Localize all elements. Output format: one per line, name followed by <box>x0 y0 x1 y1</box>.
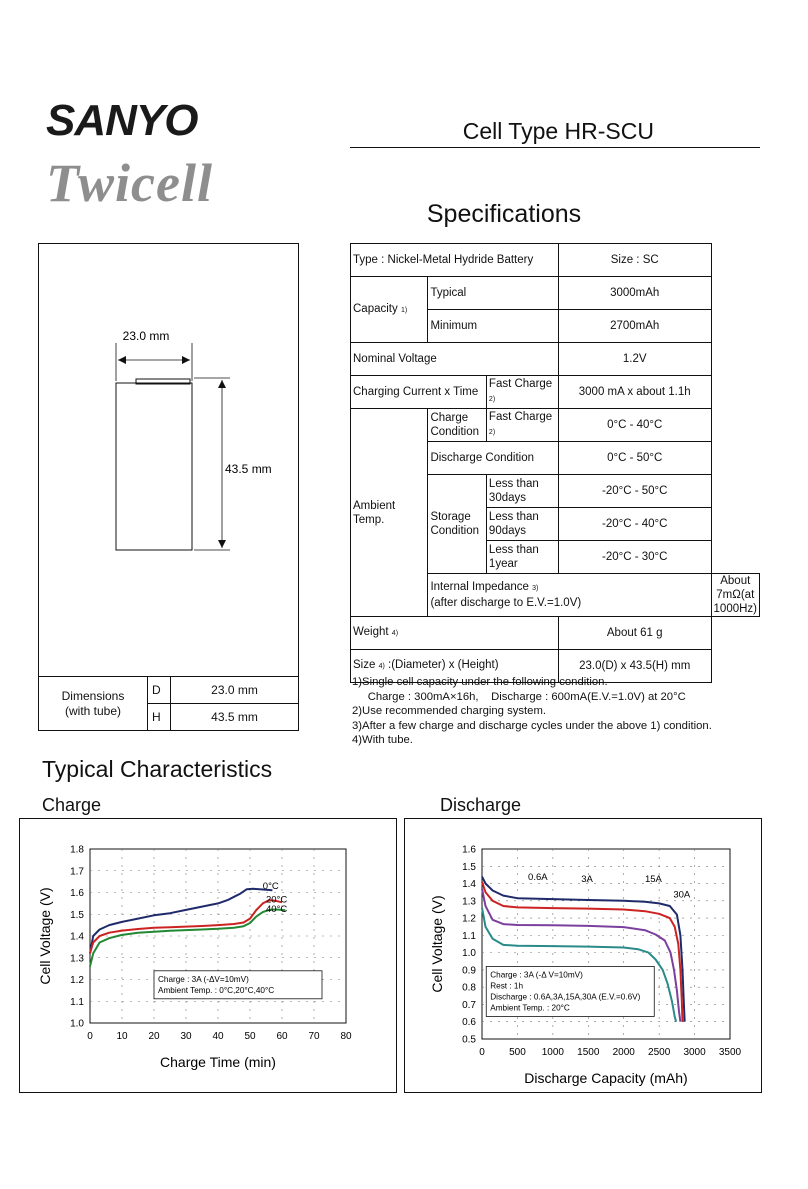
dimensions-row-d <box>39 677 299 704</box>
dimension-key: H <box>148 704 171 731</box>
footnote-marker: 1) <box>400 306 408 314</box>
y-tick-label: 1.4 <box>70 931 84 943</box>
legend-text: Ambient Temp. : 20°C <box>490 1003 570 1013</box>
footnote-line: 2)Use recommended charging system. <box>352 705 547 717</box>
spec-less-30days: Less than 30days <box>486 475 558 508</box>
y-tick-label: 1.3 <box>70 953 84 965</box>
y-tick-label: 1.8 <box>70 844 84 856</box>
x-tick-label: 1500 <box>577 1047 600 1058</box>
spec-charging-current-value: 3000 mA x about 1.1h <box>558 376 711 409</box>
spec-capacity: Capacity 1) <box>351 277 428 343</box>
y-tick-label: 1.1 <box>70 996 84 1008</box>
footnote-line: 4)With tube. <box>352 734 413 746</box>
y-tick-label: 1.5 <box>462 861 476 873</box>
spec-minimum-value: 2700mAh <box>558 310 711 343</box>
x-tick-label: 500 <box>509 1047 526 1058</box>
x-tick-label: 10 <box>116 1031 128 1042</box>
spec-less-90days: Less than 90days <box>486 508 558 541</box>
y-axis-label: Cell Voltage (V) <box>37 887 53 985</box>
dimension-key: D <box>148 677 171 704</box>
y-tick-label: 1.0 <box>462 948 476 960</box>
y-tick-label: 1.0 <box>70 1018 84 1030</box>
width-arrow-left <box>118 356 126 364</box>
legend-text: Charge : 3A (-Δ V=10mV) <box>490 970 583 980</box>
spec-type: Type : Nickel-Metal Hydride Battery <box>351 244 559 277</box>
spec-discharge-condition: Discharge Condition <box>428 442 558 475</box>
spec-storage-condition: Storage Condition <box>428 475 486 574</box>
spec-charge-condition: Charge Condition <box>428 409 486 442</box>
width-label: 23.0 mm <box>122 329 170 343</box>
charge-chart <box>19 818 397 1093</box>
spec-typical: Typical <box>428 277 558 310</box>
spec-less-90days-value: -20°C - 40°C <box>558 508 711 541</box>
width-arrow-right <box>182 356 190 364</box>
footnote-marker: 4) <box>391 630 399 637</box>
x-axis-label: Discharge Capacity (mAh) <box>524 1070 688 1086</box>
y-tick-label: 1.7 <box>70 866 84 878</box>
dimension-value: 43.5 mm <box>171 704 299 731</box>
x-tick-label: 70 <box>308 1031 320 1042</box>
spec-size-label: Size 4) :(Diameter) x (Height) <box>351 650 559 683</box>
dimensions-table <box>38 676 299 731</box>
spec-less-1year: Less than 1year <box>486 541 558 574</box>
x-tick-label: 20 <box>148 1031 160 1042</box>
discharge-section-title: Discharge <box>440 795 522 815</box>
y-tick-label: 0.5 <box>462 1034 476 1046</box>
dimensions-label: Dimensions (with tube) <box>39 677 148 731</box>
spec-charge-condition-value: 0°C - 40°C <box>558 409 711 442</box>
y-tick-label: 1.5 <box>70 909 84 921</box>
legend-text: Rest : 1h <box>490 981 524 991</box>
sanyo-logo: SANYO <box>46 96 198 145</box>
spec-discharge-condition-value: 0°C - 50°C <box>558 442 711 475</box>
spec-row-capacity-typical <box>351 277 760 310</box>
footnote-marker: 4) <box>378 663 385 670</box>
y-tick-label: 1.2 <box>70 975 84 986</box>
y-tick-label: 0.9 <box>462 965 476 977</box>
footnote-line: 1)Single cell capacity under the following condition. <box>352 676 608 688</box>
y-tick-label: 1.3 <box>462 896 476 908</box>
footnote-marker: 3) <box>532 585 539 592</box>
cell-body <box>116 383 192 550</box>
spec-row-charging-current <box>351 376 760 409</box>
cell-type-title: Cell Type HR-SCU <box>462 118 654 144</box>
cell-drawing <box>38 243 299 676</box>
spec-row-charge-condition <box>351 409 760 442</box>
x-tick-label: 30 <box>180 1031 192 1042</box>
y-tick-label: 1.2 <box>462 913 476 925</box>
spec-nominal-voltage-value: 1.2V <box>558 343 711 376</box>
spec-size: Size : SC <box>558 244 711 277</box>
series-label: 15A <box>644 873 662 885</box>
x-tick-label: 50 <box>244 1031 256 1042</box>
x-tick-label: 1000 <box>541 1047 564 1058</box>
series-label: 3A <box>581 873 593 885</box>
footnote-line: Charge : 300mA×16h, Discharge : 600mA(E.V.=1.0V) at 20°C <box>352 690 686 703</box>
y-tick-label: 0.6 <box>462 1017 476 1029</box>
series-label: 20°C <box>266 894 288 906</box>
legend-text: Ambient Temp. : 0°C,20°C,40°C <box>158 985 275 995</box>
height-arrow-bottom <box>218 540 226 548</box>
x-tick-label: 0 <box>479 1047 485 1058</box>
x-tick-label: 80 <box>340 1031 352 1042</box>
spec-row-type <box>351 244 760 277</box>
title-underline <box>350 147 760 148</box>
y-tick-label: 1.1 <box>462 930 476 942</box>
discharge-chart <box>404 818 762 1093</box>
spec-internal-impedance: Internal Impedance 3) (after discharge to E.V.=1.0V) <box>428 574 711 617</box>
y-axis-label: Cell Voltage (V) <box>429 895 445 993</box>
spec-less-30days-value: -20°C - 50°C <box>558 475 711 508</box>
twicell-logo: Twicell <box>46 153 213 213</box>
spec-row-nominal-voltage <box>351 343 760 376</box>
x-tick-label: 60 <box>276 1031 288 1042</box>
series-label: 0°C <box>262 881 279 893</box>
y-tick-label: 1.6 <box>70 888 84 899</box>
charge-section-title: Charge <box>42 795 102 815</box>
x-tick-label: 0 <box>87 1031 93 1042</box>
spec-ambient-temp: Ambient Temp. <box>351 409 428 617</box>
spec-nominal-voltage: Nominal Voltage <box>351 343 559 376</box>
specifications-table <box>350 243 760 683</box>
x-tick-label: 3000 <box>683 1047 706 1058</box>
spec-size-value: 23.0(D) x 43.5(H) mm <box>558 650 711 683</box>
spec-less-1year-value: -20°C - 30°C <box>558 541 711 574</box>
x-axis-label: Charge Time (min) <box>160 1054 276 1070</box>
legend-text: Discharge : 0.6A,3A,15A,30A (E.V.=0.6V) <box>490 992 641 1002</box>
y-tick-label: 1.4 <box>462 879 476 891</box>
spec-row-weight <box>351 617 760 650</box>
footnote-marker: 2) <box>488 429 496 436</box>
typical-characteristics-title: Typical Characteristics <box>42 756 273 782</box>
footnote-marker: 2) <box>488 396 496 403</box>
x-tick-label: 40 <box>212 1031 224 1042</box>
spec-weight-value: About 61 g <box>558 617 711 650</box>
legend-text: Charge : 3A (-ΔV=10mV) <box>158 974 249 984</box>
spec-typical-value: 3000mAh <box>558 277 711 310</box>
x-tick-label: 2500 <box>648 1047 671 1058</box>
height-arrow-top <box>218 380 226 388</box>
y-tick-label: 1.6 <box>462 844 476 856</box>
y-tick-label: 0.8 <box>462 982 476 994</box>
dimension-value: 23.0 mm <box>171 677 299 704</box>
spec-minimum: Minimum <box>428 310 558 343</box>
series-label: 30A <box>673 889 691 901</box>
height-label: 43.5 mm <box>225 462 272 476</box>
x-tick-label: 3500 <box>718 1047 742 1058</box>
spec-fast-charge: Fast Charge 2) <box>486 409 558 442</box>
series-label: 40°C <box>266 904 288 916</box>
footnote-line: 3)After a few charge and discharge cycles under the above 1) condition. <box>352 719 712 732</box>
x-tick-label: 2000 <box>612 1047 635 1058</box>
specifications-title: Specifications <box>426 200 582 228</box>
footnotes <box>352 675 712 748</box>
spec-fast-charge: Fast Charge 2) <box>486 376 558 409</box>
spec-internal-impedance-value: About 7mΩ(at 1000Hz) <box>711 574 759 617</box>
y-tick-label: 0.7 <box>462 999 476 1011</box>
spec-weight: Weight 4) <box>351 617 559 650</box>
series-label: 0.6A <box>528 872 548 884</box>
spec-charging-current: Charging Current x Time <box>351 376 487 409</box>
